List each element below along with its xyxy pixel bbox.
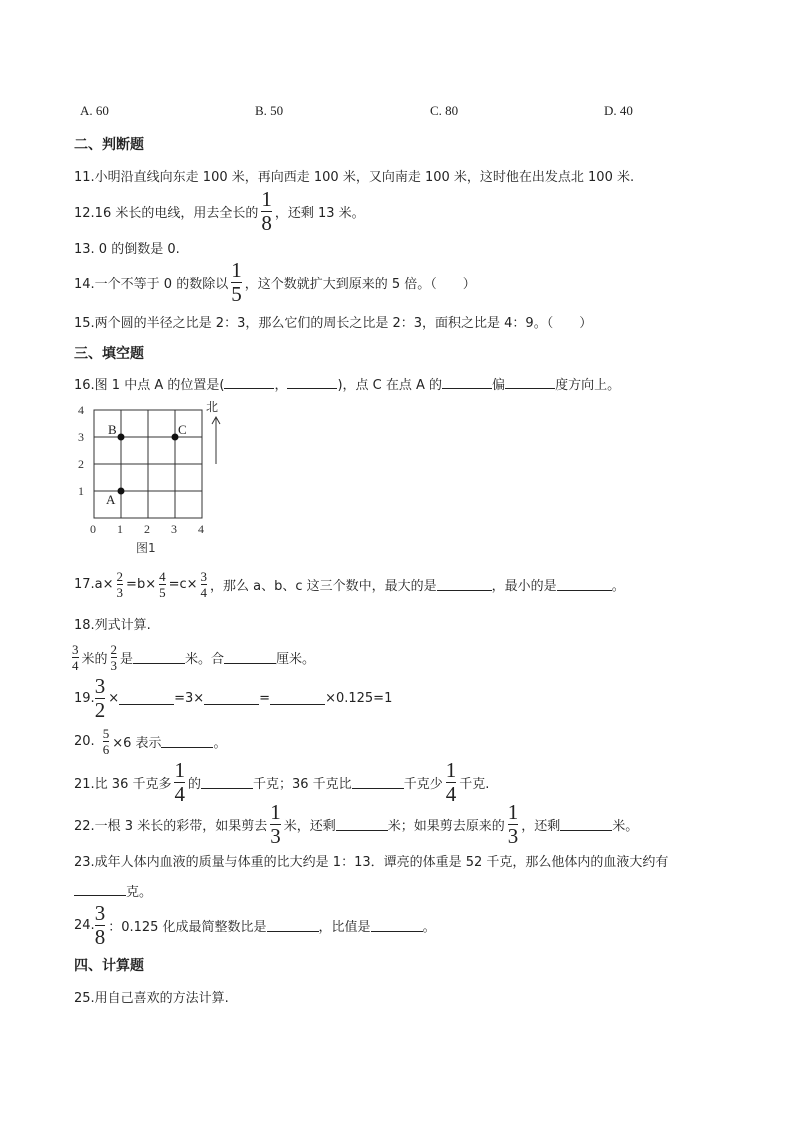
x-tick-2: 2: [144, 522, 150, 536]
q12-fraction: $\frac{1}{8}$: [261, 186, 272, 235]
q17-fraction-1: $\frac{2}{3}$: [116, 568, 124, 600]
label-c: C: [178, 422, 187, 437]
question-21: 21.比 36 千克多 $\frac{1}{4}$ 的 千克；36 千克比 千克少 $\frac{1}{4}$ 千克.: [74, 757, 490, 806]
q24-fraction: $\frac{3}{8}$: [94, 900, 106, 949]
option-d: D. 40: [604, 103, 633, 118]
question-16: 16.图 1 中点 A 的位置是( ， )，点 C 在点 A 的 偏 度方向上。: [74, 378, 621, 393]
q14-post: ，这个数就扩大到原来的 5 倍。（ ）: [244, 276, 476, 292]
question-22: 22.一根 3 米长的彩带，如果剪去 $\frac{1}{3}$ 米，还剩 米；如果剪去原来的 $\frac{1}{3}$ ，还剩 米。: [74, 799, 639, 848]
x-tick-0: 0: [90, 522, 96, 536]
point-b: [118, 434, 125, 441]
label-a: A: [106, 492, 116, 507]
question-23-line1: 23.成年人体内血液的质量与体重的比大约是 1：13．谭亮的体重是 52 千克，那么他体内的血液大约有: [74, 855, 669, 870]
question-17: 17.a× $\frac{2}{3}$ =b× $\frac{4}{5}$ =c× $\frac{3}{4}$ ，那么 a、b、c 这三个数中，最大的是 ，最小的是 。: [74, 568, 625, 600]
north-label: 北: [206, 400, 219, 414]
y-tick-4: 4: [78, 403, 84, 417]
point-a: [118, 488, 125, 495]
coordinate-grid-figure: [70, 396, 240, 558]
question-19: 19. $\frac{3}{2}$ × =3× = ×0.125=1: [74, 673, 393, 722]
y-tick-1: 1: [78, 484, 84, 498]
option-b: B. 50: [255, 103, 284, 118]
option-a: A. 60: [80, 103, 109, 118]
question-15: 15.两个圆的半径之比是 2：3，那么它们的周长之比是 2：3，面积之比是 4：9。（ ）: [74, 316, 593, 331]
x-tick-3: 3: [171, 522, 177, 536]
x-tick-4: 4: [198, 522, 204, 536]
q18-fraction-2: $\frac{2}{3}$: [110, 641, 118, 673]
section-fill-title: 三、填空题: [74, 346, 144, 362]
q21-fraction-2: $\frac{1}{4}$: [445, 757, 457, 806]
x-tick-1: 1: [117, 522, 123, 536]
section-judge-title: 二、判断题: [74, 137, 144, 153]
q14-pre: 14.一个不等于 0 的数除以: [74, 276, 229, 292]
question-24: 24. $\frac{3}{8}$ ：0.125 化成最简整数比是 ，比值是 。: [74, 900, 436, 949]
y-tick-3: 3: [78, 430, 84, 444]
q18-fraction-1: $\frac{3}{4}$: [72, 641, 79, 673]
q22-fraction-1: $\frac{1}{3}$: [270, 799, 281, 848]
figure-caption: 图1: [136, 541, 156, 555]
q21-fraction-1: $\frac{1}{4}$: [174, 757, 185, 806]
option-c: C. 80: [430, 103, 459, 118]
north-arrow-icon: [212, 417, 220, 464]
q20-fraction: $\frac{5}{6}$: [102, 725, 110, 757]
q19-fraction: $\frac{3}{2}$: [94, 673, 106, 722]
q14-fraction: $\frac{1}{5}$: [231, 257, 242, 306]
question-18-title: 18.列式计算.: [74, 618, 151, 633]
q12-pre: 12.16 米长的电线，用去全长的: [74, 205, 259, 221]
question-23-line2: 克。: [74, 881, 152, 900]
question-14: [74, 257, 476, 306]
question-20: 20. $\frac{5}{6}$ ×6 表示 。: [74, 725, 227, 757]
question-11: 11.小明沿直线向东走 100 米，再向西走 100 米，又向南走 100 米，这时他在出发点北 100 米.: [74, 170, 635, 185]
question-12: [74, 186, 365, 235]
section-calc-title: 四、计算题: [74, 958, 144, 974]
q17-fraction-3: $\frac{3}{4}$: [200, 568, 208, 600]
q17-fraction-2: $\frac{4}{5}$: [159, 568, 166, 600]
q12-post: ，还剩 13 米。: [274, 205, 365, 221]
y-tick-2: 2: [78, 457, 84, 471]
question-25: 25.用自己喜欢的方法计算.: [74, 991, 229, 1006]
question-13: 13. 0 的倒数是 0.: [74, 242, 180, 257]
question-18: $\frac{3}{4}$ 米的 $\frac{2}{3}$ 是 米。合 厘米。: [72, 641, 316, 673]
q22-fraction-2: $\frac{1}{3}$: [507, 799, 519, 848]
label-b: B: [108, 422, 117, 437]
